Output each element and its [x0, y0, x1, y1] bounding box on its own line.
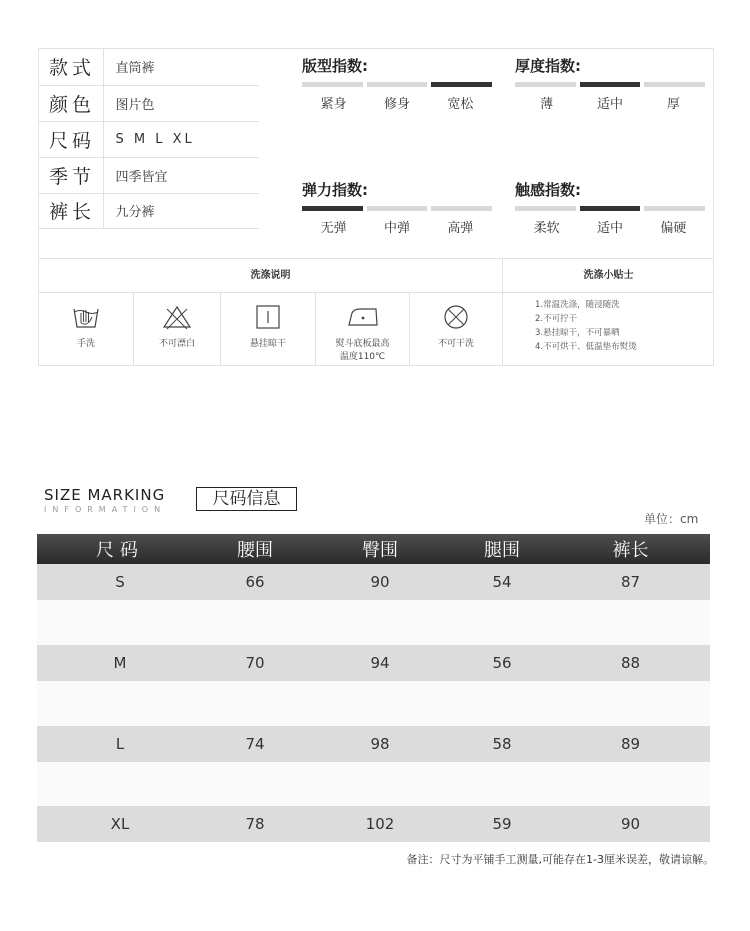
gauge-label: 紧身 [320, 97, 347, 112]
attribute-key: 裤长 [39, 193, 103, 228]
size-heading [44, 486, 166, 514]
gauge-label: 厚 [666, 97, 680, 112]
elasticity-index-gauge [302, 180, 492, 236]
gauge-segment [515, 82, 576, 87]
cell-size: M [37, 645, 203, 681]
measurement-note: 备注：尺寸为平铺手工测量,可能存在1-3厘米误差，敬请谅解。 [406, 853, 714, 866]
wash-tips-heading: 洗涤小贴士 [583, 270, 634, 281]
gauge-segment [515, 206, 576, 211]
product-info-card [38, 48, 714, 366]
gauge-label: 薄 [540, 97, 554, 112]
cell-thigh: 54 [453, 564, 551, 600]
wash-tip: 3.悬挂晾干，不可暴晒 [535, 328, 620, 338]
cell-waist: 74 [203, 726, 307, 762]
header-hip: 臀围 [307, 534, 453, 564]
gauge-segment [302, 206, 363, 211]
attribute-value: S M L XL [103, 121, 259, 157]
cell-length: 88 [551, 645, 710, 681]
cell-size: L [37, 726, 203, 762]
gauge-title: 版型指数: [302, 57, 368, 75]
wash-tip: 1.常温洗涤，随浸随洗 [535, 300, 620, 310]
gauge-title: 弹力指数: [302, 181, 368, 199]
gauge-label: 适中 [596, 97, 623, 112]
attribute-key: 尺码 [39, 121, 103, 157]
gauge-bars [515, 82, 705, 87]
hand-wash-icon [71, 303, 101, 331]
table-row [37, 564, 710, 600]
cell-length: 89 [551, 726, 710, 762]
gauge-segment [644, 206, 705, 211]
cell-size: S [37, 564, 203, 600]
attribute-value: 直筒裤 [103, 49, 259, 85]
gauge-label: 柔软 [533, 221, 560, 236]
wash-label: 不可漂白 [158, 339, 195, 349]
gauge-bars [302, 82, 492, 87]
wash-item-iron [316, 293, 410, 366]
table-spacer [37, 762, 710, 806]
attribute-row [39, 121, 259, 157]
iron-icon [346, 303, 380, 331]
wash-header [39, 258, 713, 293]
no-dry-clean-icon [441, 303, 471, 331]
attribute-row [39, 49, 259, 85]
attribute-key: 颜色 [39, 85, 103, 121]
size-info-box: 尺码信息 [196, 487, 297, 511]
attribute-row [39, 85, 259, 121]
wash-tip: 4.不可烘干、低温垫布熨烫 [535, 342, 637, 352]
header-thigh: 腿围 [453, 534, 551, 564]
table-row [37, 726, 710, 762]
gauge-segment [580, 82, 641, 87]
cell-length: 90 [551, 806, 710, 842]
attribute-value: 九分裤 [103, 193, 259, 228]
unit-label: 单位：cm [644, 512, 699, 526]
gauge-label: 偏硬 [660, 221, 687, 236]
header-size: 尺码 [37, 534, 203, 564]
size-table-header [37, 534, 710, 564]
fit-index-gauge [302, 56, 492, 112]
attribute-key: 季节 [39, 157, 103, 193]
gauge-segment [431, 82, 492, 87]
size-table [37, 534, 710, 842]
table-spacer [37, 681, 710, 726]
table-row [37, 806, 710, 842]
gauge-label: 宽松 [447, 97, 474, 112]
cell-hip: 94 [307, 645, 453, 681]
wash-tips-list [503, 293, 713, 366]
cell-length: 87 [551, 564, 710, 600]
attribute-key: 款式 [39, 49, 103, 85]
cell-hip: 98 [307, 726, 453, 762]
wash-label-line2: 温度110℃ [339, 352, 386, 362]
wash-item-hand-wash [39, 293, 134, 366]
gauge-label: 修身 [383, 97, 410, 112]
gauge-label: 中弹 [383, 221, 410, 236]
gauge-bars [302, 206, 492, 211]
wash-label: 手洗 [76, 339, 95, 349]
gauge-segment [431, 206, 492, 211]
wash-instructions-heading: 洗涤说明 [39, 259, 503, 293]
table-row [37, 645, 710, 681]
gauge-title: 触感指数: [515, 181, 581, 199]
cell-hip: 90 [307, 564, 453, 600]
gauge-title: 厚度指数: [515, 57, 581, 75]
cell-thigh: 59 [453, 806, 551, 842]
attribute-table [39, 49, 259, 229]
header-waist: 腰围 [203, 534, 307, 564]
cell-thigh: 58 [453, 726, 551, 762]
wash-item-hang-dry [221, 293, 316, 366]
wash-label: 悬挂晾干 [249, 339, 286, 349]
wash-label: 不可干洗 [437, 339, 474, 349]
cell-size: XL [37, 806, 203, 842]
cell-waist: 70 [203, 645, 307, 681]
gauge-bars [515, 206, 705, 211]
gauge-segment [367, 82, 428, 87]
header-length: 裤长 [551, 534, 710, 564]
gauge-label: 适中 [596, 221, 623, 236]
cell-hip: 102 [307, 806, 453, 842]
attribute-value: 图片色 [103, 85, 259, 121]
attribute-row [39, 193, 259, 228]
wash-item-no-dry-clean [410, 293, 503, 366]
wash-symbols-row [39, 293, 713, 366]
size-subtitle: INFORMATION [44, 505, 167, 514]
attribute-value: 四季皆宜 [103, 157, 259, 193]
hang-dry-icon [253, 303, 283, 331]
cell-waist: 78 [203, 806, 307, 842]
thickness-index-gauge [515, 56, 705, 112]
wash-tip: 2.不可拧干 [535, 314, 578, 324]
no-bleach-icon [162, 303, 192, 331]
cell-thigh: 56 [453, 645, 551, 681]
gauge-segment [367, 206, 428, 211]
gauge-segment [580, 206, 641, 211]
gauge-segment [302, 82, 363, 87]
gauge-label: 高弹 [447, 221, 474, 236]
cell-waist: 66 [203, 564, 307, 600]
size-title: SIZE MARKING [44, 486, 166, 504]
table-spacer [37, 600, 710, 645]
attribute-row [39, 157, 259, 193]
wash-item-no-bleach [134, 293, 221, 366]
feel-index-gauge [515, 180, 705, 236]
wash-label: 熨斗底板最高 [335, 339, 390, 349]
gauge-segment [644, 82, 705, 87]
gauge-label: 无弹 [320, 221, 347, 236]
